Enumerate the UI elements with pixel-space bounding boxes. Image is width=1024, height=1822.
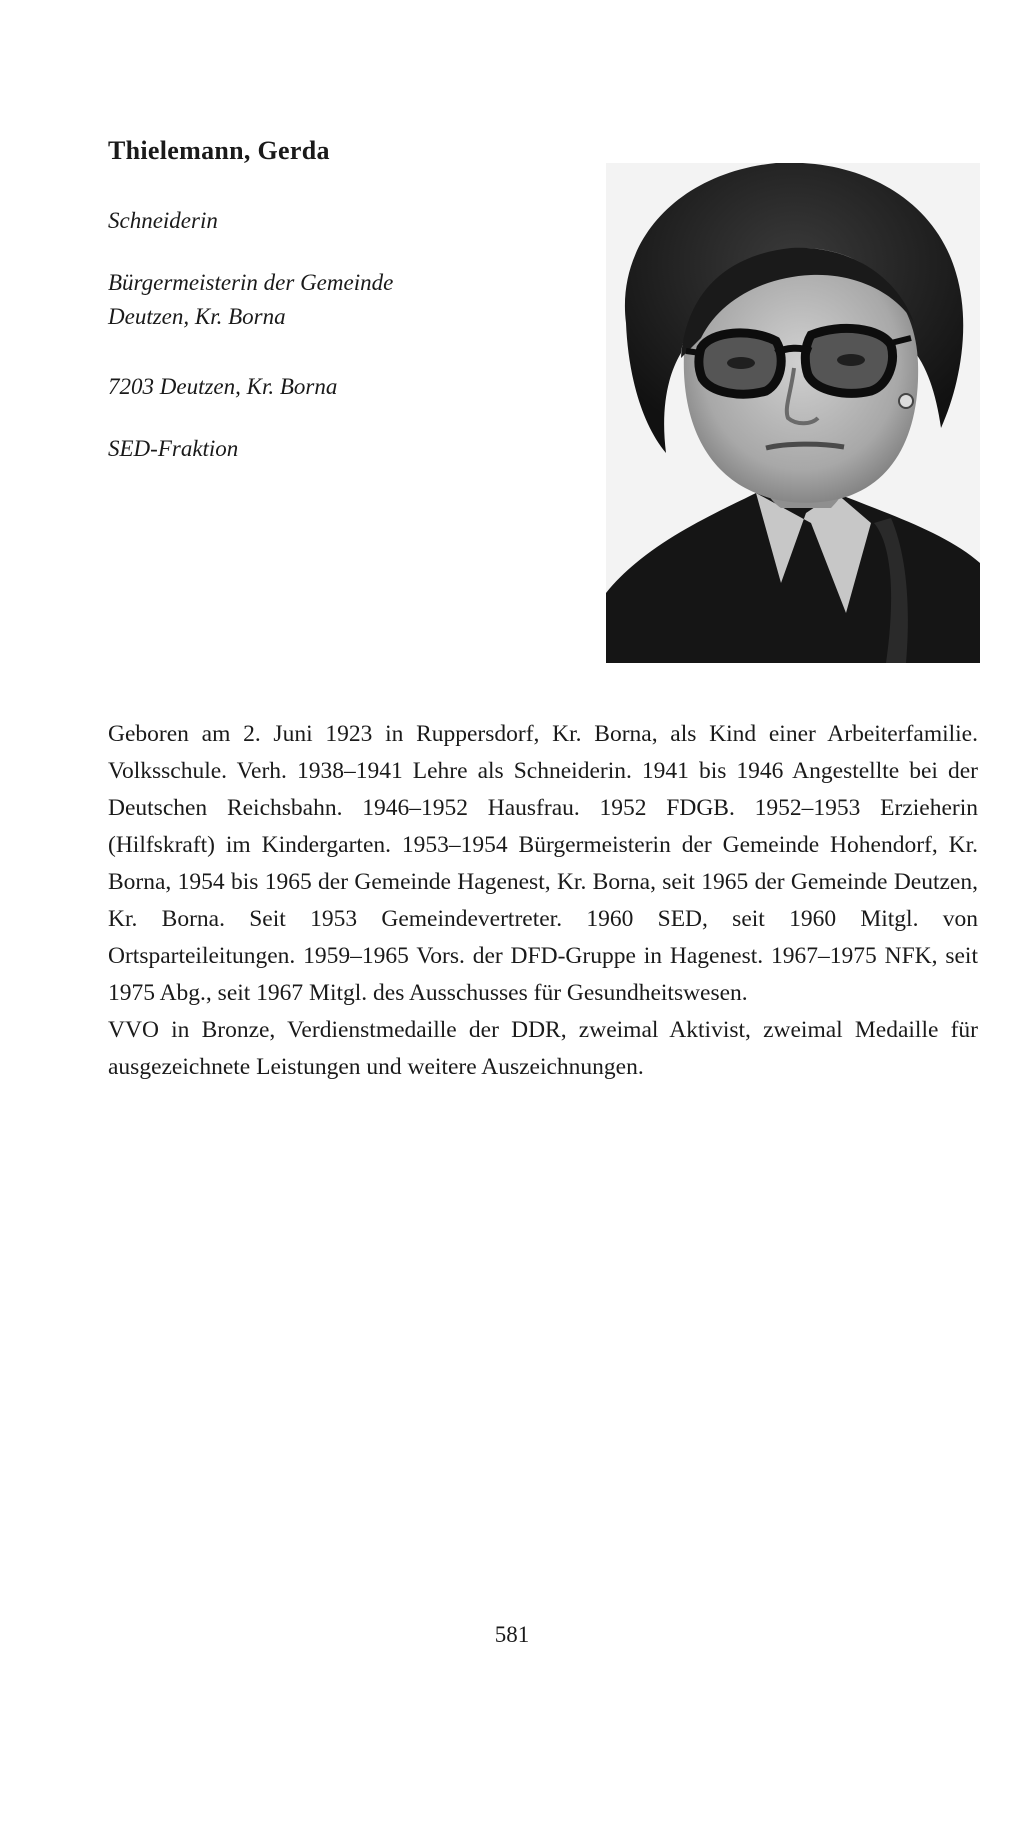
address: 7203 Deutzen, Kr. Borna <box>108 374 338 399</box>
position-line-1: Bürgermeisterin der Gemeinde <box>108 270 394 295</box>
position-line-2: Deutzen, Kr. Borna <box>108 304 286 329</box>
person-name: Thielemann, Gerda <box>108 136 330 165</box>
awards-text: VVO in Bronze, Verdienstmedaille der DDR, zweimal Aktivist, zweimal Medaille für ausgezeichnete Leistungen und weitere Auszeichnungen. <box>108 1017 978 1080</box>
faction: SED-Fraktion <box>108 436 239 461</box>
position <box>108 266 393 334</box>
portrait-icon <box>606 163 980 663</box>
page-number: 581 <box>494 1622 530 1647</box>
occupation: Schneiderin <box>108 208 218 233</box>
portrait-photo <box>606 163 980 663</box>
biography <box>108 716 978 1086</box>
biography-text: Geboren am 2. Juni 1923 in Ruppersdorf, Kr. Borna, als Kind einer Arbeiterfamilie. Volksschule. Verh. 1938–1941 Lehre als Schneiderin. 1941 bis 1946 Angestellte bei der Deutschen Reichsbahn. 1946–1952 Hausfrau. 1952 FDGB. 1952–1953 Erzieherin (Hilfskraft) im Kindergarten. 1953–1954 Bürgermeisterin der Gemeinde Hohendorf, Kr. Borna, 1954 bis 1965 der Gemeinde Hagenest, Kr. Borna, seit 1965 der Gemeinde Deutzen, Kr. Borna. Seit 1953 Gemeindevertreter. 1960 SED, seit 1960 Mitgl. von Ortsparteileitungen. 1959–1965 Vors. der DFD-Gruppe in Hagenest. 1967–1975 NFK, seit 1975 Abg., seit 1967 Mitgl. des Ausschusses für Gesundheitswesen. <box>108 721 978 1006</box>
